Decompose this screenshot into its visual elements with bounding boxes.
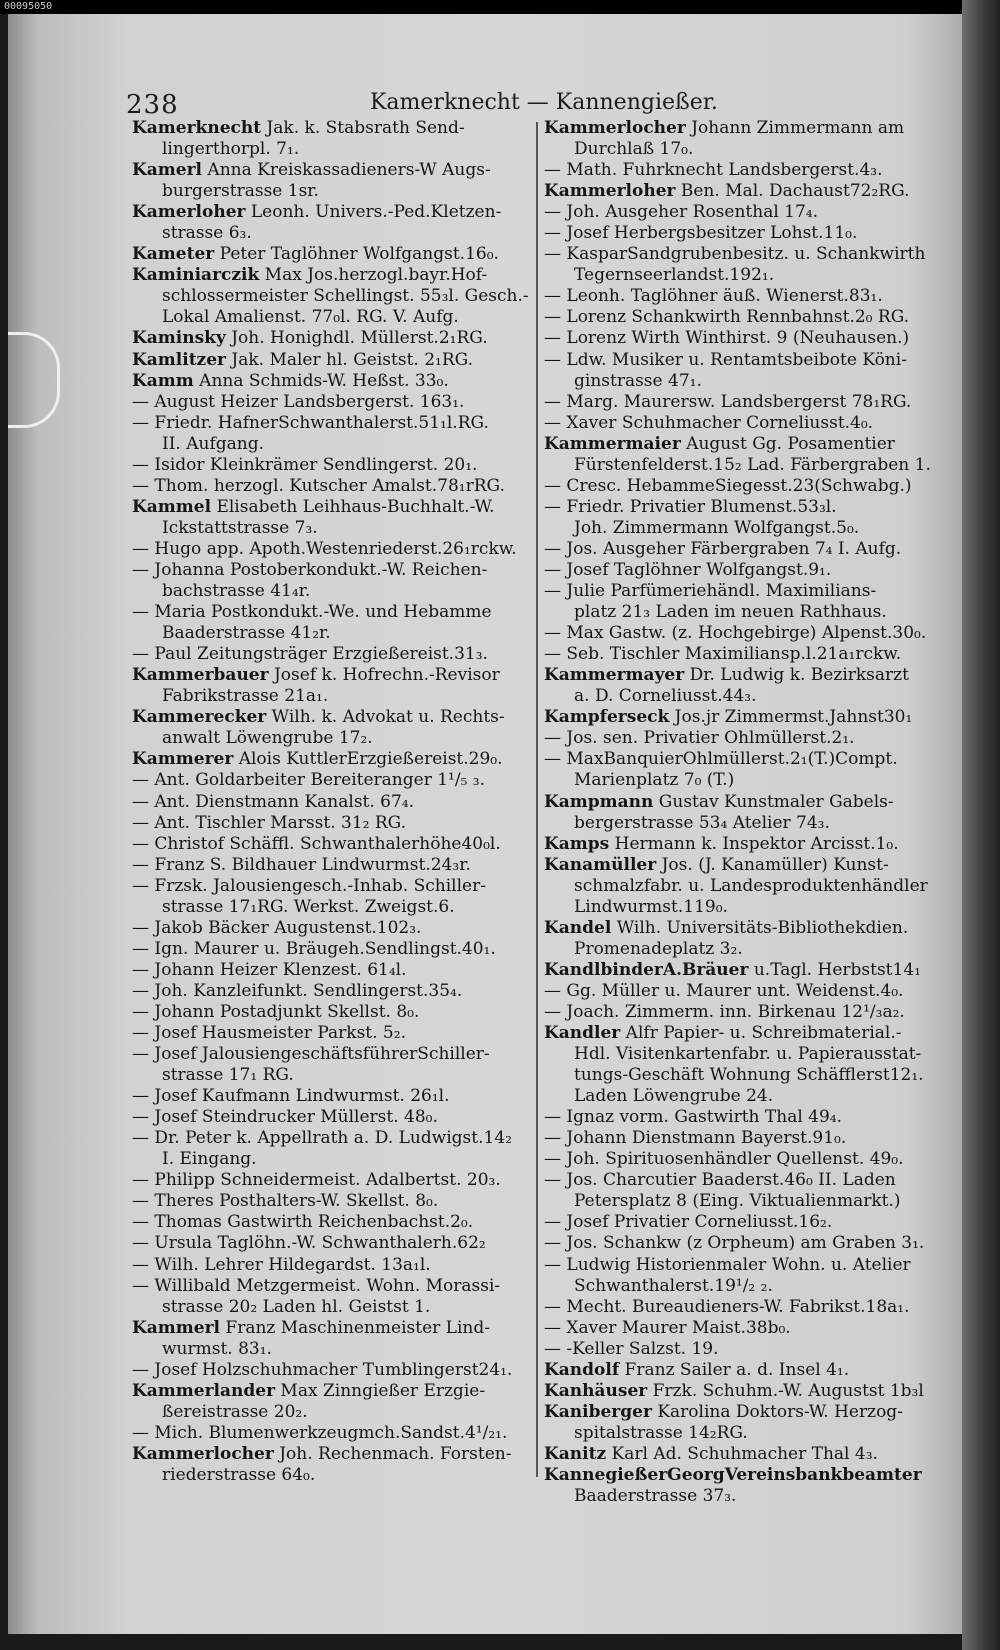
entry-surname: Kanamüller [544, 854, 657, 875]
directory-line: Tegernseerlandst.192₁. [574, 265, 775, 286]
entry-surname: Kandolf [544, 1359, 620, 1380]
entry-surname: Kamerl [132, 160, 203, 181]
directory-line: wurmst. 83₁. [162, 1338, 272, 1359]
directory-line: — Ldw. Musiker u. Rentamtsbeibote Köni- [544, 349, 907, 370]
entry-surname: Kampmann [544, 791, 654, 812]
directory-line: Kampferseck Jos.jr Zimmermst.Jahnst30₁ [544, 707, 913, 728]
directory-line: — Dr. Peter k. Appellrath a. D. Ludwigst.14₂ [132, 1128, 512, 1149]
directory-line: I. Eingang. [162, 1149, 257, 1170]
directory-line: — Jos. sen. Privatier Ohlmüllerst.2₁. [544, 728, 855, 749]
entry-surname: Kammerloher [544, 181, 676, 202]
directory-line: anwalt Löwengrube 17₂. [162, 728, 373, 749]
directory-line: Durchlaß 17₀. [574, 139, 694, 160]
entry-surname: Kammerl [132, 1317, 220, 1338]
entry-surname: Kammerlocher [132, 1443, 274, 1464]
directory-line: Kammel Elisabeth Leihhaus-Buchhalt.-W. [132, 496, 495, 517]
directory-line: Kamerloher Leonh. Univers.-Ped.Kletzen- [132, 202, 502, 223]
directory-line: — Josef Privatier Corneliusst.16₂. [544, 1212, 833, 1233]
entry-surname: Kamerknecht [132, 118, 262, 138]
entry-surname: Kamps [544, 833, 610, 854]
book-page [8, 14, 970, 1634]
entry-surname: Kampferseck [544, 707, 670, 728]
directory-line: Fabrikstrasse 21a₁. [162, 686, 329, 707]
directory-line: Kandel Wilh. Universitäts-Bibliothekdien. [544, 917, 909, 938]
directory-line: Kanhäuser Frzk. Schuhm.-W. Augustst 1b₃l [544, 1380, 924, 1401]
directory-line: a. D. Corneliusst.44₃. [574, 686, 757, 707]
directory-line: — Lorenz Wirth Winthirst. 9 (Neuhausen.) [544, 328, 910, 349]
entry-surname: Kameter [132, 244, 215, 265]
directory-line: — Jos. Schankw (z Orpheum) am Graben 3₁. [544, 1233, 925, 1254]
directory-line: Kaminsky Joh. Honighdl. Müllerst.2₁RG. [132, 328, 488, 349]
directory-line: — Friedr. HafnerSchwanthalerst.51₁l.RG. [132, 412, 489, 433]
scan-top-strip: 00095050 [0, 0, 1000, 14]
entry-surname: Kandel [544, 917, 612, 938]
directory-line: spitalstrasse 14₂RG. [574, 1422, 748, 1443]
directory-line: Petersplatz 8 (Eing. Viktualienmarkt.) [574, 1191, 901, 1212]
directory-line: — Johann Heizer Klenzest. 61₄l. [132, 959, 407, 980]
entry-surname: KandlbinderA.Bräuer [544, 959, 749, 980]
directory-line: — Ursula Taglöhn.-W. Schwanthalerh.62₂ [132, 1233, 486, 1254]
directory-line: Lokal Amalienst. 77₀l. RG. V. Aufg. [162, 307, 459, 328]
directory-line: — Joh. Ausgeher Rosenthal 17₄. [544, 202, 819, 223]
directory-line [544, 1465, 956, 1486]
directory-line: Kammermayer Dr. Ludwig k. Bezirksarzt [544, 665, 909, 686]
directory-line: schmalzfabr. u. Landesproduktenhändler [574, 875, 928, 896]
page-number: 238 [126, 90, 179, 120]
directory-line: — Gg. Müller u. Maurer unt. Weidenst.4₀. [544, 980, 904, 1001]
directory-line: strasse 17₁RG. Werkst. Zweigst.6. [162, 896, 455, 917]
page-tab-marker [8, 332, 60, 428]
entry-surname: Kamerloher [132, 202, 246, 223]
directory-line: — Johanna Postoberkondukt.-W. Reichen- [132, 559, 488, 580]
entry-surname: Kammel [132, 496, 212, 517]
directory-line: burgerstrasse 1sr. [162, 181, 319, 202]
entry-surname: Kaminiarczik [132, 265, 260, 286]
directory-line: bergerstrasse 53₄ Atelier 74₃. [574, 812, 830, 833]
directory-line: tungs-Geschäft Wohnung Schäfflerst12₁. [574, 1065, 924, 1086]
directory-line: riederstrasse 64₀. [162, 1465, 316, 1485]
directory-line: Kammerlocher Johann Zimmermann am [544, 118, 905, 138]
directory-line: — Max Gastw. (z. Hochgebirge) Alpenst.30₀. [544, 623, 927, 644]
entry-surname: KannegießerGeorgVereinsbankbeamter [544, 1465, 922, 1485]
directory-line: — Math. Fuhrknecht Landsbergerst.4₃. [544, 160, 883, 181]
directory-line: Kandler Alfr Papier- u. Schreibmaterial.- [544, 1023, 902, 1044]
directory-line: — Theres Posthalters-W. Skellst. 8₀. [132, 1191, 439, 1212]
directory-line: — Jos. Charcutier Baaderst.46₀ II. Laden [544, 1170, 896, 1191]
entry-surname: Kaniberger [544, 1401, 652, 1422]
directory-line: — Jos. Ausgeher Färbergraben 7₄ I. Aufg. [544, 538, 902, 559]
directory-line: Kammerer Alois KuttlerErzgießereist.29₀. [132, 749, 503, 770]
directory-line: — Ignaz vorm. Gastwirth Thal 49₄. [544, 1107, 843, 1128]
entry-surname: Kanitz [544, 1443, 607, 1464]
directory-line: Lindwurmst.119₀. [574, 896, 728, 917]
directory-line: Kampmann Gustav Kunstmaler Gabels- [544, 791, 894, 812]
directory-line: Schwanthalerst.19¹/₂ ₂. [574, 1275, 773, 1296]
entry-surname: Kaminsky [132, 328, 226, 349]
directory-line: strasse 17₁ RG. [162, 1065, 294, 1086]
directory-line: KandlbinderA.Bräuer u.Tagl. Herbstst14₁ [544, 959, 921, 980]
directory-line: — Ant. Tischler Marsst. 31₂ RG. [132, 812, 407, 833]
directory-line: — Hugo app. Apoth.Westenriederst.26₁rckw. [132, 538, 517, 559]
directory-line: — -Keller Salzst. 19. [544, 1338, 719, 1359]
directory-line: — Ant. Dienstmann Kanalst. 67₄. [132, 791, 415, 812]
page-header [126, 86, 936, 122]
directory-line: Marienplatz 7₀ (T.) [574, 770, 735, 791]
entry-surname: Kamlitzer [132, 349, 226, 370]
directory-line: — Johann Dienstmann Bayerst.91₀. [544, 1128, 847, 1149]
directory-line: — Thom. herzogl. Kutscher Amalst.78₁rRG. [132, 475, 505, 496]
directory-line: — Philipp Schneidermeist. Adalbertst. 20₃. [132, 1170, 501, 1191]
directory-line: — Leonh. Taglöhner äuß. Wienerst.83₁. [544, 286, 883, 307]
directory-line: — Josef Hausmeister Parkst. 5₂. [132, 1023, 406, 1044]
directory-line: — Xaver Maurer Maist.38b₀. [544, 1317, 791, 1338]
directory-line: ßereistrasse 20₂. [162, 1401, 308, 1422]
directory-line: lingerthorpl. 7₁. [162, 139, 300, 160]
entry-surname: Kammermayer [544, 665, 685, 686]
directory-line: — Maria Postkondukt.-We. und Hebamme [132, 602, 492, 623]
directory-line: — Josef JalousiengeschäftsführerSchiller- [132, 1044, 490, 1065]
directory-line: — August Heizer Landsbergerst. 163₁. [132, 391, 465, 412]
right-column [544, 118, 956, 1507]
directory-line: — Johann Postadjunkt Skellst. 8₀. [132, 1001, 420, 1022]
directory-line: — Josef Kaufmann Lindwurmst. 26₁l. [132, 1086, 450, 1107]
left-column [132, 118, 532, 1486]
directory-line: Kammerlander Max Zinngießer Erzgie- [132, 1380, 486, 1401]
directory-line: — Wilh. Lehrer Hildegardst. 13a₁l. [132, 1254, 431, 1275]
directory-line: Kaminiarczik Max Jos.herzogl.bayr.Hof- [132, 265, 488, 286]
directory-line: — Cresc. HebammeSiegesst.23(Schwabg.) [544, 475, 912, 496]
directory-line: — Christof Schäffl. Schwanthalerhöhe40₀l. [132, 833, 501, 854]
directory-line: — Lorenz Schankwirth Rennbahnst.2₀ RG. [544, 307, 910, 328]
directory-line: Kammerloher Ben. Mal. Dachaust72₂RG. [544, 181, 910, 202]
directory-line: — KasparSandgrubenbesitz. u. Schankwirth [544, 244, 926, 265]
directory-line: Kamm Anna Schmids-W. Heßst. 33₀. [132, 370, 449, 391]
directory-line: — Ant. Goldarbeiter Bereiteranger 1¹/₅ ₃. [132, 770, 486, 791]
directory-line: Kammerl Franz Maschinenmeister Lind- [132, 1317, 490, 1338]
directory-line: — Mich. Blumenwerkzeugmch.Sandst.4¹/₂₁. [132, 1422, 508, 1443]
entry-surname: Kammerlander [132, 1380, 276, 1401]
directory-line: Kamerknecht Jak. k. Stabsrath Send- [132, 118, 465, 138]
directory-line: — Willibald Metzgermeist. Wohn. Morassi- [132, 1275, 501, 1296]
directory-line: Kandolf Franz Sailer a. d. Insel 4₁. [544, 1359, 850, 1380]
directory-line: Fürstenfelderst.15₂ Lad. Färbergraben 1. [574, 454, 931, 475]
directory-line: Kammermaier August Gg. Posamentier [544, 433, 895, 454]
column-divider [536, 122, 538, 1477]
entry-surname: Kanhäuser [544, 1380, 648, 1401]
directory-line: — Mecht. Bureaudieners-W. Fabrikst.18a₁. [544, 1296, 910, 1317]
directory-line: strasse 20₂ Laden hl. Geistst 1. [162, 1296, 431, 1317]
directory-line: Kanitz Karl Ad. Schuhmacher Thal 4₃. [544, 1443, 878, 1464]
entry-surname: Kammerecker [132, 707, 267, 728]
entry-surname: Kammermaier [544, 433, 681, 454]
directory-line: — Franz S. Bildhauer Lindwurmst.24₃r. [132, 854, 471, 875]
directory-line: — Josef Taglöhner Wolfgangst.9₁. [544, 559, 832, 580]
directory-line: — Joh. Kanzleifunkt. Sendlingerst.35₄. [132, 980, 463, 1001]
directory-line: Kaniberger Karolina Doktors-W. Herzog- [544, 1401, 903, 1422]
directory-line: — Paul Zeitungsträger Erzgießereist.31₃. [132, 644, 488, 665]
directory-line: Kameter Peter Taglöhner Wolfgangst.16₀. [132, 244, 499, 265]
directory-line: — Josef Herbergsbesitzer Lohst.11₀. [544, 223, 858, 244]
directory-line: — Julie Parfümeriehändl. Maximilians- [544, 581, 877, 602]
directory-line: — Josef Steindrucker Müllerst. 48₀. [132, 1107, 438, 1128]
entry-surname: Kammerer [132, 749, 234, 770]
directory-line: — Seb. Tischler Maximiliansp.l.21a₁rckw. [544, 644, 902, 665]
directory-line: Baaderstrasse 37₃. [574, 1486, 737, 1507]
directory-line: Kammerbauer Josef k. Hofrechn.-Revisor [132, 665, 500, 686]
entry-surname: Kammerlocher [544, 118, 686, 138]
directory-line: Promenadeplatz 3₂. [574, 938, 743, 959]
entry-surname: Kammerbauer [132, 665, 269, 686]
page-edge-shadow [962, 0, 1000, 1650]
directory-line: — Friedr. Privatier Blumenst.53₃l. [544, 496, 837, 517]
directory-line: strasse 6₃. [162, 223, 252, 244]
directory-line: — Joach. Zimmerm. inn. Birkenau 12¹/₃a₂. [544, 1001, 905, 1022]
entry-surname: Kandler [544, 1023, 621, 1044]
directory-line: — Ign. Maurer u. Bräugeh.Sendlingst.40₁. [132, 938, 496, 959]
directory-line: Kamerl Anna Kreiskassadieners-W Augs- [132, 160, 491, 181]
directory-line: schlossermeister Schellingst. 55₃l. Gesch.- [162, 286, 529, 307]
directory-line: — Marg. Maurersw. Landsbergerst 78₁RG. [544, 391, 912, 412]
directory-line: — Isidor Kleinkrämer Sendlingerst. 20₁. [132, 454, 478, 475]
directory-line: — Thomas Gastwirth Reichenbachst.2₀. [132, 1212, 474, 1233]
directory-line: — Xaver Schuhmacher Corneliusst.4₀. [544, 412, 874, 433]
directory-line: — MaxBanquierOhlmüllerst.2₁(T.)Compt. [544, 749, 898, 770]
directory-line: — Jakob Bäcker Augustenst.102₃. [132, 917, 422, 938]
directory-line: Kammerlocher Joh. Rechenmach. Forsten- [132, 1443, 512, 1464]
directory-line: Baaderstrasse 41₂r. [162, 623, 331, 644]
directory-line: — Frzsk. Jalousiengesch.-Inhab. Schiller- [132, 875, 486, 896]
directory-line: II. Aufgang. [162, 433, 265, 454]
directory-line: ginstrasse 47₁. [574, 370, 702, 391]
directory-line: — Ludwig Historienmaler Wohn. u. Atelier [544, 1254, 911, 1275]
entry-surname: Kamm [132, 370, 194, 391]
directory-line: Kammerecker Wilh. k. Advokat u. Rechts- [132, 707, 505, 728]
directory-line: bachstrasse 41₄r. [162, 581, 311, 602]
directory-line: Kamps Hermann k. Inspektor Arcisst.1₀. [544, 833, 899, 854]
directory-line: Kamlitzer Jak. Maler hl. Geistst. 2₁RG. [132, 349, 474, 370]
directory-line: Laden Löwengrube 24. [574, 1086, 774, 1107]
directory-line: Hdl. Visitenkartenfabr. u. Papierausstat- [574, 1044, 922, 1065]
directory-line: — Josef Holzschuhmacher Tumblingerst24₁. [132, 1359, 513, 1380]
directory-line: Kanamüller Jos. (J. Kanamüller) Kunst- [544, 854, 889, 875]
directory-line: Joh. Zimmermann Wolfgangst.5₀. [574, 517, 860, 538]
directory-line: — Joh. Spirituosenhändler Quellenst. 49₀. [544, 1149, 904, 1170]
directory-line: platz 21₃ Laden im neuen Rathhaus. [574, 602, 887, 623]
page-title: Kamerknecht — Kannengießer. [370, 90, 718, 115]
directory-line: Ickstattstrasse 7₃. [162, 517, 318, 538]
